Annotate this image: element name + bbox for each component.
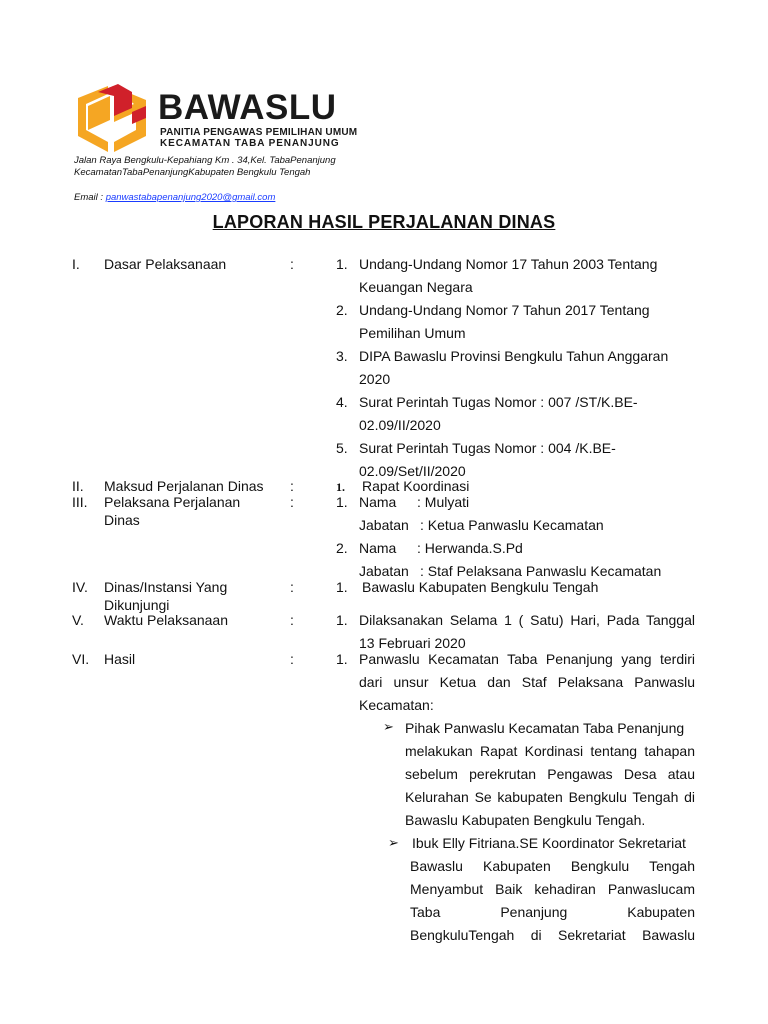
arrow-bullet-icon: ➢ — [388, 835, 399, 850]
section-5-label: Waktu Pelaksanaan — [104, 612, 228, 628]
bullet-text-line: Bawaslu Kabupaten Bengkulu Tengah. — [405, 812, 646, 828]
list-item-number: 4. — [336, 394, 348, 410]
section-1-colon: : — [290, 256, 294, 272]
field-label: Nama — [359, 494, 397, 510]
section-3-label-cont: Dinas — [104, 512, 140, 528]
field-value: : Mulyati — [417, 494, 470, 510]
list-item-text: Surat Perintah Tugas Nomor : 004 /K.BE- — [359, 440, 616, 456]
brand-subtitle: PANITIA PENGAWAS PEMILIHAN UMUM — [160, 127, 358, 138]
section-3-label: Pelaksana Perjalanan — [104, 494, 241, 510]
email-label: Email : — [74, 192, 104, 203]
list-item-number: 1. — [336, 651, 348, 667]
bullet-text-line: Pihak Panwaslu Kecamatan Taba Penanjung — [405, 720, 685, 736]
list-item-text: Keuangan Negara — [359, 279, 473, 295]
section-4-number: IV. — [72, 579, 88, 595]
field-value: : Herwanda.S.Pd — [417, 540, 523, 556]
bawaslu-logo — [74, 84, 374, 154]
section-4-label-cont: Dikunjungi — [104, 597, 170, 613]
arrow-bullet-icon: ➢ — [383, 719, 394, 734]
field-label: Nama — [359, 540, 397, 556]
section-5-number: V. — [72, 612, 84, 628]
list-item-number: 2. — [336, 302, 348, 318]
list-item-text: 13 Februari 2020 — [359, 635, 466, 651]
bullet-text-line: Taba Penanjung Kabupaten — [410, 904, 695, 920]
field-value: : Ketua Panwaslu Kecamatan — [420, 517, 604, 533]
list-item-number: 1. — [336, 480, 345, 494]
list-item-text: Undang-Undang Nomor 17 Tahun 2003 Tentang — [359, 256, 658, 272]
field-label: Jabatan — [359, 517, 409, 533]
list-item-number: 1. — [336, 612, 348, 628]
list-item-number: 2. — [336, 540, 348, 556]
bullet-text-line: melakukan Rapat Kordinasi tentang tahapan — [405, 743, 695, 759]
list-item-text: 02.09/II/2020 — [359, 417, 441, 433]
section-3-colon: : — [290, 494, 294, 510]
list-item-number: 1. — [336, 579, 348, 595]
list-item-number: 1. — [336, 256, 348, 272]
section-6-label: Hasil — [104, 651, 136, 667]
bullet-text-line: Bawaslu Kabupaten Bengkulu Tengah — [410, 858, 695, 874]
bawaslu-emblem-icon — [74, 84, 154, 154]
list-item-text: 02.09/Set/II/2020 — [359, 463, 466, 479]
list-item-text: Dilaksanakan Selama 1 ( Satu) Hari, Pada Tanggal — [359, 612, 695, 628]
list-item-text: 2020 — [359, 371, 391, 387]
section-3-number: III. — [72, 494, 88, 510]
list-item-number: 3. — [336, 348, 348, 364]
brand-name: BAWASLU — [158, 88, 337, 127]
section-1-number: I. — [72, 256, 80, 272]
paragraph-line: Kecamatan: — [359, 697, 434, 713]
address-line-1: Jalan Raya Bengkulu-Kepahiang Km . 34,Kel. TabaPenanjung — [74, 155, 336, 166]
paragraph-line: Panwaslu Kecamatan Taba Penanjung yang terdiri — [359, 651, 695, 667]
section-4-label: Dinas/Instansi Yang — [104, 579, 228, 595]
list-item-text: Pemilihan Umum — [359, 325, 466, 341]
list-item-number: 5. — [336, 440, 348, 456]
email-link[interactable]: panwastabapenanjung2020@gmail.com — [105, 192, 276, 203]
field-value: : Staf Pelaksana Panwaslu Kecamatan — [420, 563, 662, 579]
section-2-label: Maksud Perjalanan Dinas — [104, 478, 264, 494]
brand-subtitle-2: KECAMATAN TABA PENANJUNG — [160, 138, 340, 149]
bullet-text-line: Kelurahan Se kabupaten Bengkulu Tengah di — [405, 789, 695, 805]
bullet-text-line: Ibuk Elly Fitriana.SE Koordinator Sekretariat — [412, 835, 686, 851]
section-6-colon: : — [290, 651, 294, 667]
section-1-label: Dasar Pelaksanaan — [104, 256, 227, 272]
section-2-colon: : — [290, 478, 294, 494]
section-5-colon: : — [290, 612, 294, 628]
section-6-number: VI. — [72, 651, 90, 667]
list-item-text: Surat Perintah Tugas Nomor : 007 /ST/K.BE- — [359, 394, 638, 410]
bullet-text-line: Menyambut Baik kehadiran Panwaslucam — [410, 881, 695, 897]
list-item-text: Rapat Koordinasi — [362, 478, 470, 494]
list-item-text: Bawaslu Kabupaten Bengkulu Tengah — [362, 579, 599, 595]
list-item-text: Undang-Undang Nomor 7 Tahun 2017 Tentang — [359, 302, 650, 318]
email-line — [74, 192, 275, 204]
bullet-text-line: sebelum perekrutan Pengawas Desa atau — [405, 766, 695, 782]
section-2-number: II. — [72, 478, 84, 494]
section-4-colon: : — [290, 579, 294, 595]
document-title: LAPORAN HASIL PERJALANAN DINAS — [212, 212, 556, 232]
list-item-text: DIPA Bawaslu Provinsi Bengkulu Tahun Anggaran — [359, 348, 669, 364]
address-line-2: KecamatanTabaPenanjungKabupaten Bengkulu Tengah — [74, 167, 311, 178]
list-item-number: 1. — [336, 494, 348, 510]
paragraph-line: dari unsur Ketua dan Staf Pelaksana Panwaslu — [359, 674, 695, 690]
field-label: Jabatan — [359, 563, 409, 579]
bullet-text-line: BengkuluTengah di Sekretariat Bawaslu — [410, 927, 695, 943]
